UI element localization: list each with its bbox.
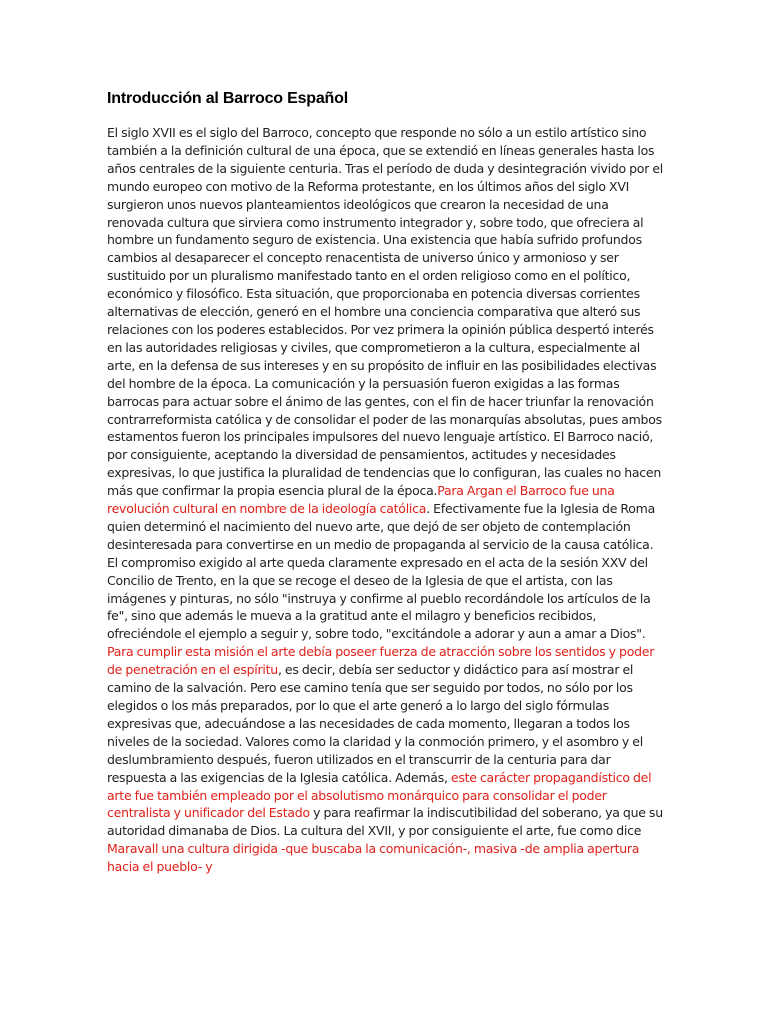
highlighted-text-segment: Para cumplir esta misión el arte debía poseer fuerza de atracción sobre los sentidos y poder de penetración en el espíritu — [107, 644, 655, 678]
highlighted-text-segment: este carácter propagandístico del arte fue también empleado por el absolutismo monárquico para consolidar el poder centralista y unificador del Estado — [107, 769, 652, 821]
body-text-segment: . Efectivamente fue la Iglesia de Roma quien determinó el nacimiento del nuevo arte, que dejó de ser objeto de contemplación desinteresada para convertirse en un medio de propaganda al servicio de la causa católica. El compromiso exigido al arte queda claramente expresado en el acta de la sesión XXV del Concilio de Trento, en la que se recoge el deseo de la Iglesia de que el artista, con las imágenes y pinturas, no sólo "instruya y confirme al pueblo recordándole los artículos de la fe", sino que además le mueva a la gratitud ante el milagro y beneficios recibidos, ofreciéndole el ejemplo a seguir y, sobre todo, "excitándole a adorar y aun a amar a Dios". — [107, 501, 655, 642]
document-title: Introducción al Barroco Español — [107, 90, 348, 107]
body-text-segment: El siglo XVII es el siglo del Barroco, concepto que responde no sólo a un estilo artístico sino también a la definición cultural de una época, que se extendió en líneas generales hasta los años centrales de la siguiente centuria. Tras el período de duda y desintegración vivido por el mundo europeo con motivo de la Reforma protestante, en los últimos años del siglo XVI surgieron unos nuevos planteamientos ideológicos que crearon la necesidad de una renovada cultura que sirviera como instrumento integrador y, sobre todo, que ofreciera al hombre un fundamento seguro de existencia. Una existencia que había sufrido profundos cambios al desaparecer el concepto renacentista de universo único y armonioso y ser sustituido por un pluralismo manifestado tanto en el orden religioso como en el político, económico y filosófico. Esta situación, que proporcionaba en potencia diversas corrientes alternativas de elección, generó en el hombre una conciencia comparativa que alteró sus relaciones con los poderes establecidos. Por vez primera la opinión pública despertó interés en las autoridades religiosas y civiles, que comprometieron a la cultura, especialmente al arte, en la defensa de sus intereses y en su propósito de influir en las posibilidades electivas del hombre de la época. La comunicación y la persuasión fueron exigidas a las formas barrocas para actuar sobre el ánimo de las gentes, con el fin de hacer triunfar la renovación contrarreformista católica y de consolidar el poder de las monarquías absolutas, pues ambos estamentos fueron los principales impulsores del nuevo lenguaje artístico. El Barroco nació, por consiguiente, aceptando la diversidad de pensamientos, actitudes y necesidades expresivas, lo que justifica la pluralidad de tendencias que lo configuran, las cuales no hacen más que confirmar la propia esencia plural de la época. — [107, 125, 663, 499]
highlighted-text-segment: Para Argan el Barroco fue una revolución cultural en nombre de la ideología católica — [107, 483, 615, 517]
document-page — [107, 88, 663, 876]
body-text-segment: , es decir, debía ser seductor y didáctico para así mostrar el camino de la salvación. Pero ese camino tenía que ser seguido por todos, no sólo por los elegidos o los más preparados, por lo que el arte generó a lo largo del siglo fórmulas expresivas que, adecuándose a las necesidades de cada momento, llegaran a todos los niveles de la sociedad. Valores como la claridad y la conmoción primero, y el asombro y el deslumbramiento después, fueron utilizados en el transcurrir de la centuria para dar respuesta a las exigencias de la Iglesia católica. Además, — [107, 662, 643, 785]
body-text-segment: y para reafirmar la indiscutibilidad del soberano, ya que su autoridad dimanaba de Dios. La cultura del XVII, y por consiguiente el arte, fue como dice — [107, 805, 663, 839]
highlighted-text-segment: Maravall una cultura dirigida -que buscaba la comunicación-, masiva -de amplia apertura hacia el pueblo- y — [107, 841, 640, 875]
document-body — [107, 124, 663, 876]
